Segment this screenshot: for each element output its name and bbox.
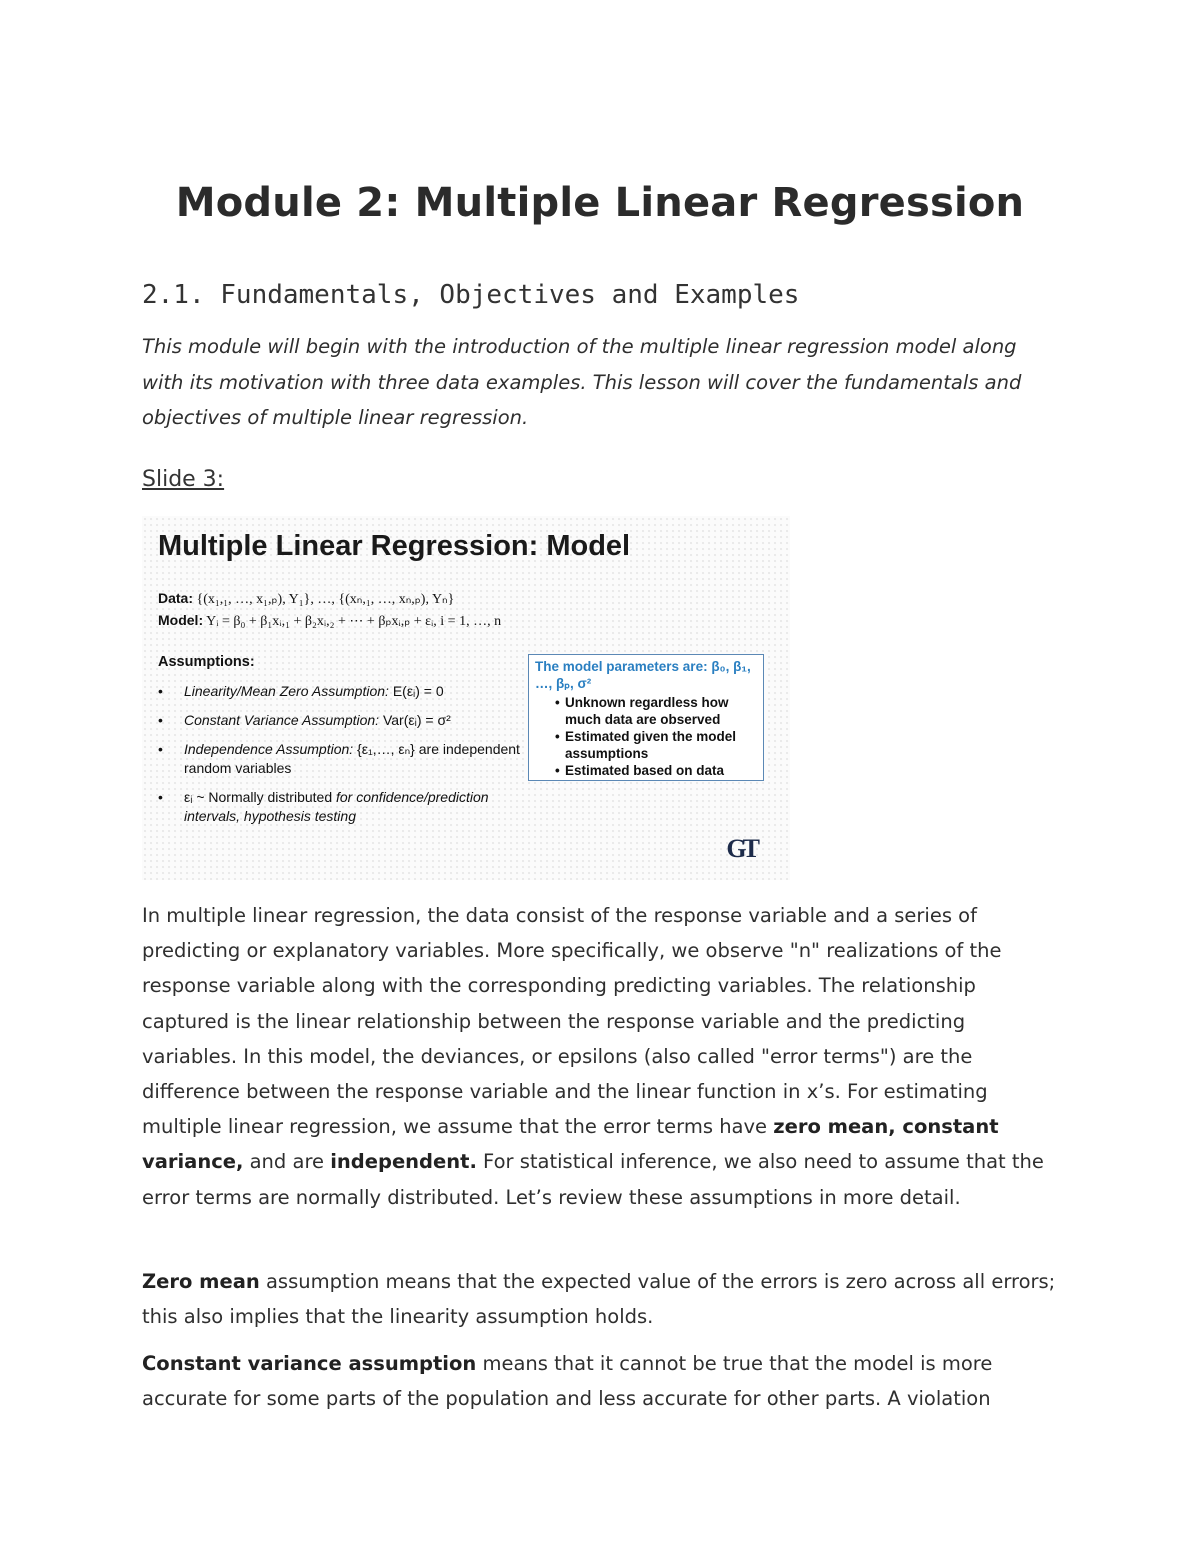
parameter-item: • Estimated given the model assumptions — [535, 728, 757, 762]
page-title: Module 2: Multiple Linear Regression — [175, 180, 1025, 226]
p3-bold: Constant variance assumption — [142, 1352, 477, 1375]
assumption-name: Constant Variance Assumption: — [184, 712, 380, 728]
p1-bold-1: zero mean, constant variance, — [142, 1115, 999, 1174]
parameter-item: • Estimated based on data — [535, 762, 757, 779]
p1-bold-2: independent. — [330, 1150, 477, 1174]
p1-text-c: and are — [243, 1150, 331, 1174]
p3-text: means that it cannot be true that the model is more accurate for some parts of the population and less accurate for other parts. A violation — [142, 1352, 993, 1411]
assumption-list — [156, 682, 526, 836]
slide-label: Slide 3: — [142, 467, 225, 492]
assumption-detail: E(εᵢ) = 0 — [392, 683, 444, 699]
intro-paragraph: This module will begin with the introduction of the multiple linear regression model along with its motivation with three data examples. This lesson will cover the fundamentals and objectives of multiple linear regression. — [142, 335, 1022, 429]
p2-bold: Zero mean — [142, 1270, 260, 1293]
assumption-name: Linearity/Mean Zero Assumption: — [184, 683, 389, 699]
slide-image — [142, 516, 790, 880]
assumption-name: Independence Assumption: — [184, 741, 354, 757]
parameters-box — [528, 654, 764, 781]
body-paragraph-3 — [142, 1346, 1062, 1416]
parameter-item: • Unknown regardless how much data are observed — [535, 694, 757, 728]
data-label: Data: — [158, 590, 194, 606]
data-line — [158, 588, 768, 610]
p1-text-a: In multiple linear regression, the data consist of the response variable and a series of predicting or explanatory variables. More specifically, we observe "n" realizations of the response variable along with the corresponding predicting variables. The relationship captured is the linear relationship between the response variable and the predicting variables. In this model, the deviances, or epsilons (also called "error terms") are the difference between the response variable and the linear function in x’s. For estimating multiple linear regression, we assume that the error terms have — [142, 904, 1002, 1139]
section-heading: 2.1. Fundamentals, Objectives and Examples — [142, 280, 800, 310]
body-paragraph-1 — [142, 898, 1062, 1215]
assumption-detail: for confidence/prediction intervals, hypothesis testing — [184, 789, 489, 824]
assumption-item — [156, 682, 526, 701]
slide-formulas — [158, 588, 768, 632]
data-formula: {(x₁,₁, …, x₁,ₚ), Y₁}, …, {(xₙ,₁, …, xₙ,ₚ), Yₙ} — [196, 592, 455, 607]
assumption-detail: {ε₁,…, εₙ} are independent random variables — [184, 741, 520, 776]
p1-text-d: For statistical inference, we also need to assume that the error terms are normally distributed. Let’s review these assumptions in more detail. — [142, 1150, 1044, 1209]
parameters-heading: The model parameters are: β₀, β₁, …, βₚ, σ² — [535, 659, 751, 691]
model-line — [158, 610, 768, 632]
assumption-item — [156, 788, 526, 826]
assumption-item — [156, 711, 526, 730]
assumption-name: εᵢ ~ Normally distributed — [184, 789, 333, 805]
model-label: Model: — [158, 612, 204, 628]
slide-title: Multiple Linear Regression: Model — [158, 530, 631, 562]
assumption-item — [156, 740, 526, 778]
model-formula: Yᵢ = β₀ + β₁xᵢ,₁ + β₂xᵢ,₂ + ⋯ + βₚxᵢ,ₚ + εᵢ, i = 1, …, n — [206, 614, 502, 629]
body-paragraph-2 — [142, 1264, 1062, 1334]
assumptions-heading: Assumptions: — [158, 654, 255, 670]
gt-logo: GT — [726, 834, 756, 863]
assumption-detail: Var(εᵢ) = σ² — [382, 712, 451, 728]
parameters-list — [535, 694, 757, 779]
p2-text: assumption means that the expected value of the errors is zero across all errors; this also implies that the linearity assumption holds. — [142, 1270, 1056, 1329]
